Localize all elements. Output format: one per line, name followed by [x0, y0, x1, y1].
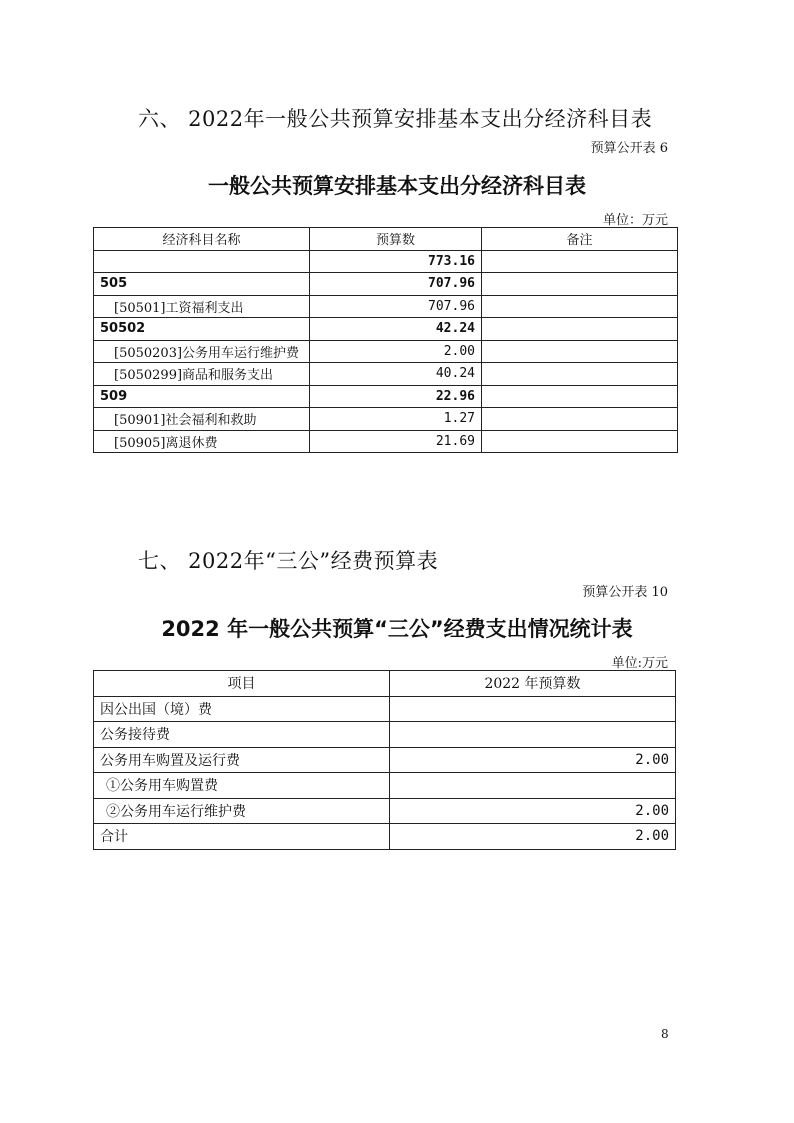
section-6-table-title: 一般公共预算安排基本支出分经济科目表 — [208, 174, 586, 198]
table-row — [94, 363, 678, 386]
row-name: [5050299]商品和服务支出 — [94, 363, 310, 386]
row-name — [94, 250, 310, 273]
row-name: 合计 — [94, 824, 390, 850]
row-value: 1.27 — [310, 408, 482, 431]
row-note — [482, 273, 678, 296]
row-name: 505 — [94, 273, 310, 296]
row-note — [482, 363, 678, 386]
row-note — [482, 250, 678, 273]
header-budget: 预算数 — [310, 228, 482, 251]
row-value: 2.00 — [390, 798, 676, 824]
row-note — [482, 385, 678, 408]
row-name: 509 — [94, 385, 310, 408]
row-name: [50501]工资福利支出 — [94, 295, 310, 318]
table-row — [94, 798, 676, 824]
economic-category-table — [93, 227, 678, 453]
table-header-row — [94, 671, 676, 697]
section-7-table-tag: 预算公开表 10 — [582, 585, 668, 600]
section-6-table-tag: 预算公开表 6 — [590, 141, 668, 156]
row-value: 2.00 — [310, 340, 482, 363]
row-note — [482, 408, 678, 431]
section-6-unit: 单位：万元 — [602, 213, 668, 228]
table-row — [94, 318, 678, 341]
table-row — [94, 295, 678, 318]
row-name: 公务接待费 — [94, 722, 390, 748]
header-item: 项目 — [94, 671, 390, 697]
row-value: 21.69 — [310, 430, 482, 453]
table-row — [94, 696, 676, 722]
row-name: 公务用车购置及运行费 — [94, 747, 390, 773]
row-note — [482, 430, 678, 453]
three-public-expenses-table — [93, 670, 676, 850]
row-value: 40.24 — [310, 363, 482, 386]
header-remarks: 备注 — [482, 228, 678, 251]
header-economic-name: 经济科目名称 — [94, 228, 310, 251]
table-row — [94, 273, 678, 296]
table-row — [94, 722, 676, 748]
row-value: 773.16 — [310, 250, 482, 273]
row-value: 42.24 — [310, 318, 482, 341]
table-row — [94, 773, 676, 799]
table-row — [94, 747, 676, 773]
row-name: [50901]社会福利和救助 — [94, 408, 310, 431]
row-value: 2.00 — [390, 824, 676, 850]
table-row — [94, 408, 678, 431]
table-header-row — [94, 228, 678, 251]
section-7-unit: 单位:万元 — [611, 656, 668, 671]
row-value — [390, 696, 676, 722]
table-row — [94, 430, 678, 453]
row-value: 707.96 — [310, 273, 482, 296]
table-row — [94, 824, 676, 850]
row-name: [50905]离退休费 — [94, 430, 310, 453]
row-note — [482, 340, 678, 363]
section-7-table-title: 2022 年一般公共预算“三公”经费支出情况统计表 — [161, 617, 633, 641]
header-2022-budget: 2022 年预算数 — [390, 671, 676, 697]
table-row — [94, 385, 678, 408]
row-name: [5050203]公务用车运行维护费 — [94, 340, 310, 363]
row-note — [482, 318, 678, 341]
row-value: 707.96 — [310, 295, 482, 318]
section-7-heading: 七、 2022年“三公”经费预算表 — [138, 549, 439, 573]
table-row — [94, 340, 678, 363]
row-name: ②公务用车运行维护费 — [94, 798, 390, 824]
row-name: 50502 — [94, 318, 310, 341]
row-value — [390, 722, 676, 748]
row-value: 22.96 — [310, 385, 482, 408]
row-note — [482, 295, 678, 318]
row-name: ①公务用车购置费 — [94, 773, 390, 799]
table-row — [94, 250, 678, 273]
row-value — [390, 773, 676, 799]
section-6-heading: 六、 2022年一般公共预算安排基本支出分经济科目表 — [138, 107, 653, 131]
row-name: 因公出国（境）费 — [94, 696, 390, 722]
page-number: 8 — [661, 1027, 669, 1041]
row-value: 2.00 — [390, 747, 676, 773]
